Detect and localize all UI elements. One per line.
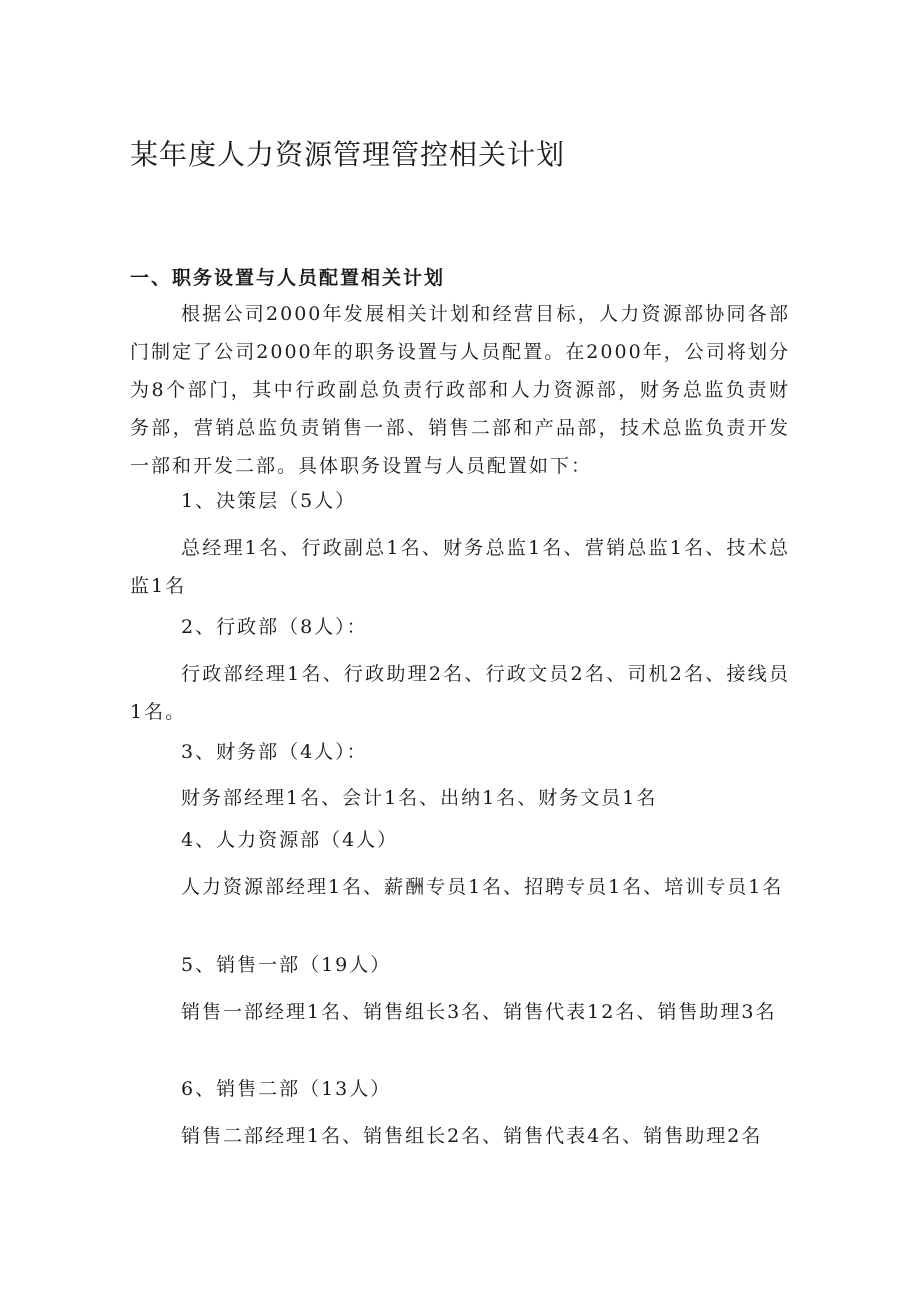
item-label-admin-dept: 2、行政部（8人）： [181,616,368,638]
item-label-sales-one: 5、销售一部（19人） [181,954,392,976]
item-label-hr-dept: 4、人力资源部（4人） [181,829,399,851]
item-text-sales-two: 销售二部经理1名、销售组长2名、销售代表4名、销售助理2名 [181,1125,763,1147]
item-label-sales-two: 6、销售二部（13人） [181,1078,392,1100]
item-text-hr-dept: 人力资源部经理1名、薪酬专员1名、招聘专员1名、培训专员1名 [181,876,784,898]
document-title: 某年度人力资源管理管控相关计划 [130,138,566,171]
section-heading: 一、职务设置与人员配置相关计划 [130,267,446,289]
item-label-finance-dept: 3、财务部（4人）： [181,741,368,763]
intro-paragraph: 根据公司2000年发展相关计划和经营目标，人力资源部协同各部门制定了公司2000年的职务设置与人员配置。在2000年，公司将划分为8个部门，其中行政副总负责行政部和人力资源部，财务总监负责财务部，营销总监负责销售一部、销售二部和产品部，技术总监负责开发一部和开发二部。具体职务设置与人员配置如下： [130,303,790,477]
item-text-decision-layer: 总经理1名、行政副总1名、财务总监1名、营销总监1名、技术总监1名 [130,537,790,597]
item-text-admin-dept: 行政部经理1名、行政助理2名、行政文员2名、司机2名、接线员1名。 [130,663,790,723]
item-text-finance-dept: 财务部经理1名、会计1名、出纳1名、财务文员1名 [181,787,658,809]
item-text-sales-one: 销售一部经理1名、销售组长3名、销售代表12名、销售助理3名 [181,1001,777,1023]
item-label-decision-layer: 1、决策层（5人） [181,490,357,512]
